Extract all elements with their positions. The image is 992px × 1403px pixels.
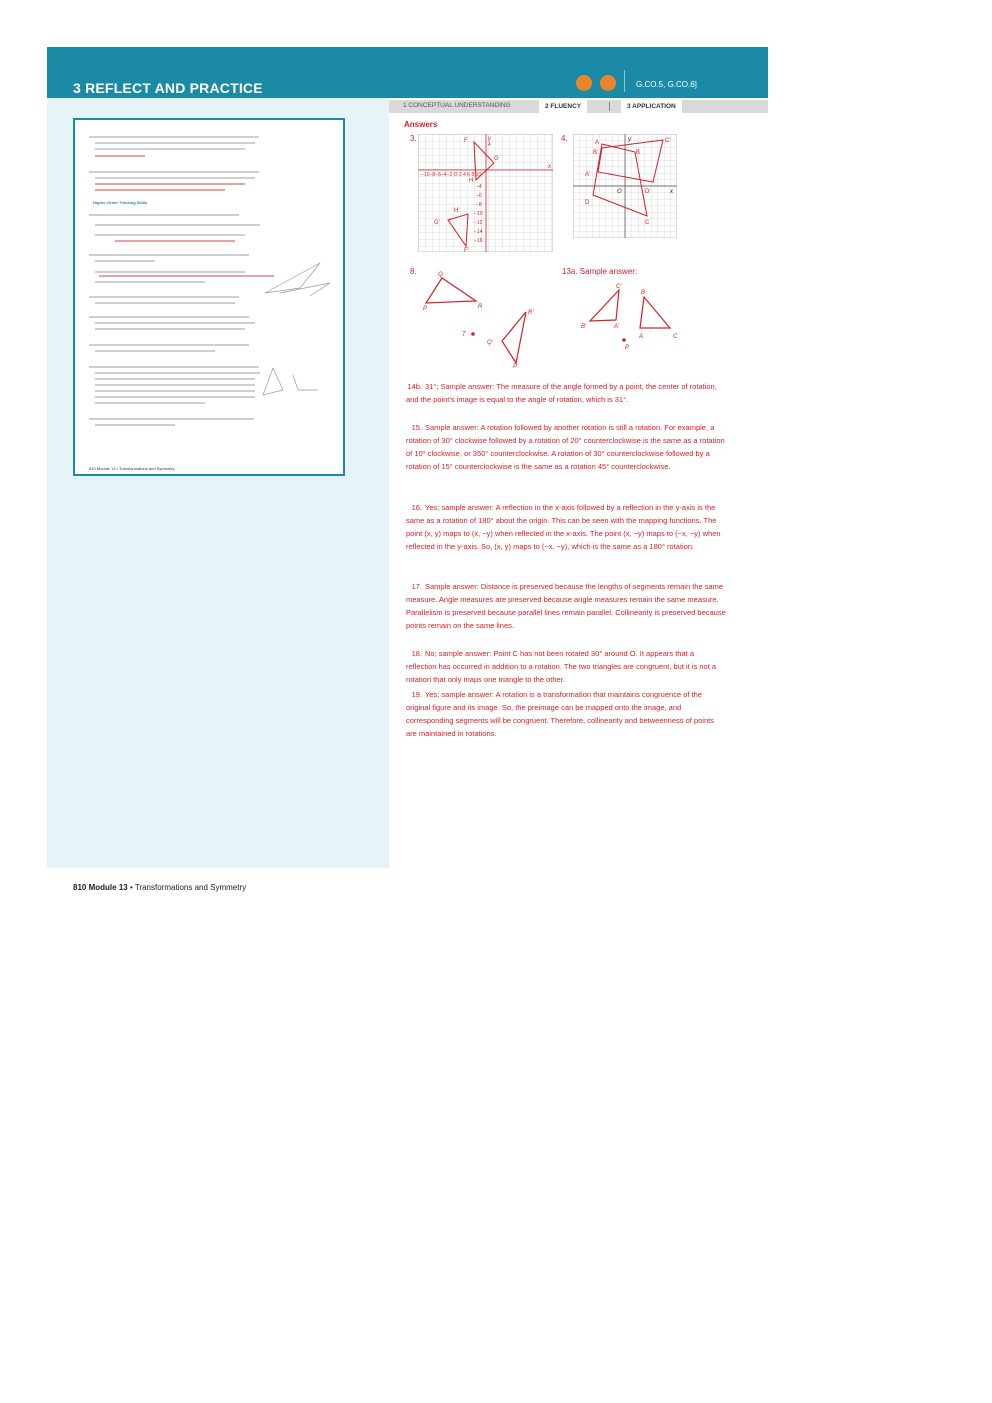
thumb-text-line <box>89 344 249 346</box>
answer-number: 18. <box>411 649 422 658</box>
thumb-answer-line <box>95 155 145 157</box>
answer-15 <box>406 421 726 473</box>
footer-separator: • <box>129 883 133 892</box>
graph-4-origin-label: O <box>617 189 622 195</box>
person-icon <box>576 75 592 91</box>
thumb-answer-line <box>99 275 274 277</box>
tab-divider <box>609 102 610 111</box>
graph-3-point-label: F' <box>464 248 469 252</box>
thumb-text-line <box>95 177 255 179</box>
figure-13a-point-label: B <box>641 290 646 296</box>
graph-4-point-label: D <box>585 200 590 206</box>
thumb-text-line <box>95 384 255 386</box>
thumb-text-line <box>89 136 259 138</box>
figure-13a-point-label: B' <box>581 324 587 330</box>
answer-text: Yes; sample answer: A reflection in the x-axis followed by a reflection in the y-axis is the same as a rotation of 180° about the origin. This can be seen with the mapping functions. The point (x, y) maps to (x, −y) when reflected in the x-axis. The point (x, −y) maps to (−x, −y) when reflected in the y-axis. So, (x, y) maps to (−x, −y), which is the same as a 180° rotation. <box>406 503 721 551</box>
thumb-answer-line <box>95 183 245 185</box>
tab-conceptual-understanding[interactable]: 1 CONCEPTUAL UNDERSTANDING <box>403 102 511 109</box>
thumb-text-line <box>95 372 260 374</box>
graph-3-y-tick: −12 <box>474 220 483 226</box>
graph-3-point-label: F <box>464 138 468 144</box>
graph-4-point-label: A <box>595 140 600 146</box>
module-title: Transformations and Symmetry <box>134 883 247 892</box>
figure-8-point-label: Q <box>438 272 443 278</box>
graph-4-point-label: A' <box>585 172 591 178</box>
figure-8-point-label: R <box>478 304 483 310</box>
answer-number: 14b. <box>407 382 422 391</box>
thumb-text-line <box>95 402 205 404</box>
graph-3-y-label: y <box>488 136 491 142</box>
graph-3-point-label: H <box>469 178 474 184</box>
graph-3-y-tick: −10 <box>474 211 483 217</box>
figure-13a-point-label: C' <box>616 284 622 290</box>
thumb-answer-line <box>95 189 225 191</box>
answer-14b <box>406 380 726 406</box>
answer-text: 31°; Sample answer: The measure of the angle formed by a point, the center of rotation, and the point’s image is equal to the angle of rotation, which is 31°. <box>406 382 717 404</box>
header-icons <box>576 74 620 92</box>
tab-fluency[interactable]: 2 FLUENCY <box>539 100 587 113</box>
graph-3-point-label: G' <box>434 220 440 226</box>
thumb-text-line <box>95 148 245 150</box>
answer-label-13a: 13a. Sample answer: <box>562 267 638 276</box>
answer-number: 17. <box>411 582 422 591</box>
graph-4-point-label: B <box>636 150 641 156</box>
graph-4-point-label: C <box>645 220 650 226</box>
thumb-text-line <box>95 396 255 398</box>
figure-13a-point-label: A' <box>614 324 620 330</box>
figure-8-point-label: P' <box>513 364 519 368</box>
thumb-text-line <box>95 271 245 273</box>
graph-3-y-tick: 4 <box>488 142 491 148</box>
figure-8-point-label: R' <box>528 310 534 316</box>
thumb-text-line <box>95 302 235 304</box>
page-number: 810 <box>73 883 87 892</box>
figure-8-triangle-pqr <box>426 278 476 303</box>
module-label: Module 13 <box>88 883 128 892</box>
answer-17 <box>406 580 726 632</box>
answers-heading: Answers <box>404 120 438 129</box>
figure-8-triangle-image <box>502 312 526 363</box>
thumb-footer: 810 Module 13 • Transformations and Symmetry <box>89 466 175 471</box>
answer-text: Yes; sample answer: A rotation is a transformation that maintains congruence of the original figure and its image. So, the preimage can be mapped onto the image, and corresponding segments will be congruent. Therefore, collinearity and betweenness of points are maintained in rotations. <box>406 690 714 738</box>
graph-3-point-label: H' <box>454 208 460 214</box>
graph-3-y-tick: −16 <box>474 238 483 244</box>
tabs-bar <box>389 100 768 113</box>
thumb-text-line <box>89 366 259 368</box>
thumb-text-line <box>95 234 245 236</box>
thumb-higher-order: Higher-Order Thinking Skills <box>93 200 148 205</box>
graph-4-y-label: y <box>628 137 631 143</box>
thumb-text-line <box>89 171 259 173</box>
thumb-text-line <box>89 316 249 318</box>
thumb-text-line <box>95 328 245 330</box>
thumb-answer-line <box>115 240 235 242</box>
answer-label-4: 4. <box>561 134 568 143</box>
graph-4-x-label: x <box>670 189 673 195</box>
thumb-text-line <box>95 424 175 426</box>
tab-application[interactable]: 3 APPLICATION <box>621 100 682 113</box>
figure-13a <box>578 280 688 352</box>
graph-3-y-tick: −14 <box>474 229 483 235</box>
thumb-figure-triangles <box>260 258 340 298</box>
graph-3-y-tick: −8 <box>476 202 482 208</box>
graph-3-y-tick: −6 <box>476 193 482 199</box>
thumb-text-line <box>89 296 239 298</box>
thumb-text-line <box>95 390 255 392</box>
figure-13a-point-label: P <box>625 345 630 351</box>
graph-3-point-label: G <box>494 156 499 162</box>
thumb-text-line <box>95 224 260 226</box>
thumb-text-line <box>95 378 255 380</box>
graph-4-point-label: D' <box>645 189 651 195</box>
figure-8-point-label: Q' <box>487 340 493 346</box>
figure-8 <box>418 268 548 368</box>
page-thumbnail[interactable] <box>73 118 345 476</box>
graph-3-x-ticks: −10−8−6−4−2 O 2 4 6 8 10 <box>421 172 482 178</box>
section-title: 3 REFLECT AND PRACTICE <box>73 80 263 96</box>
thumb-text-line <box>95 142 255 144</box>
figure-13a-point-label: C <box>673 334 678 340</box>
figure-8-point-label: T <box>462 332 466 338</box>
thumb-text-line <box>95 350 215 352</box>
figure-13a-triangle-abc <box>640 297 670 328</box>
header-divider <box>624 70 625 92</box>
answer-text: Sample answer: Distance is preserved because the lengths of segments remain the same measure. Angle measures are preserved because angle measures remain the same measure. Parallelism is preserved because parallel lines remain parallel. Collinearity is preserved because points remain on the same lines. <box>406 582 726 630</box>
thumb-text-line <box>89 214 239 216</box>
thumb-text-line <box>89 418 254 420</box>
answer-label-8: 8. <box>410 267 417 276</box>
answer-text: No; sample answer: Point C has not been rotated 30° around O. It appears that a reflection has occurred in addition to a rotation. The two triangles are congruent, but it is not a rotation that only maps one triangle to the other. <box>406 649 717 684</box>
page-footer <box>73 883 246 892</box>
graph-3 <box>418 134 553 252</box>
graph-4 <box>573 134 677 238</box>
answer-19 <box>406 688 726 740</box>
thumb-figure-rotation <box>253 360 333 400</box>
answer-number: 19. <box>411 690 422 699</box>
answer-16 <box>406 501 726 553</box>
graph-3-grid <box>418 134 553 252</box>
standards-label: G.CO.5, G.CO.6] <box>636 80 697 89</box>
figure-13a-center-point <box>622 338 626 342</box>
answer-text: Sample answer: A rotation followed by another rotation is still a rotation. For example, a rotation of 30° clockwise followed by a rotation of 20° counterclockwise is the same as a rotation of 10° clockwise, or 350° counterclockwise. A rotation of 30° counterclockwise followed by a rotation of 15° counterclockwise is the same as a rotation 45° counterclockwise. <box>406 423 725 471</box>
graph-3-y-tick: −4 <box>476 184 482 190</box>
thumb-text-line <box>95 260 155 262</box>
answer-label-3: 3. <box>410 134 417 143</box>
figure-8-center-point <box>471 332 475 336</box>
graph-4-point-label: C' <box>665 138 671 144</box>
thumb-text-line <box>89 254 249 256</box>
answer-number: 15. <box>411 423 422 432</box>
figure-8-point-label: P <box>423 306 428 312</box>
thumb-text-line <box>95 322 255 324</box>
graph-4-point-label: B' <box>593 150 599 156</box>
thumb-text-line <box>95 281 205 283</box>
figure-13a-point-label: A <box>639 334 644 340</box>
answer-number: 16. <box>411 503 422 512</box>
graph-3-x-label: x <box>548 164 551 170</box>
group-icon <box>600 75 616 91</box>
answer-18 <box>406 647 726 686</box>
figure-13a-triangle-image <box>590 290 619 321</box>
